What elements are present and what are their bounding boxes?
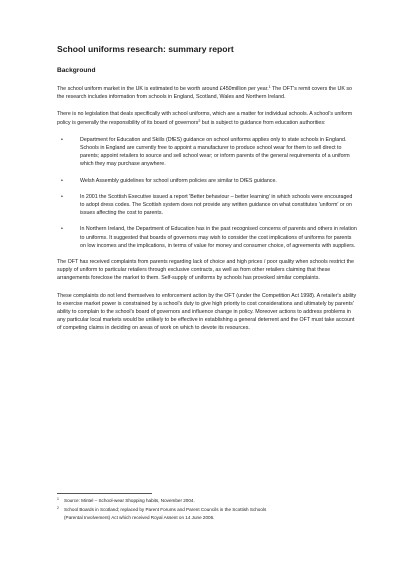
list-item [57,193,357,218]
paragraph-text: The school uniform market in the UK is estimated to be worth around £450million per year. [57,86,269,92]
paragraph-text: The OFT's remit covers the UK so the research includes information from schools in England, Scotland, Wales and Northern Ireland. [57,86,352,101]
list-item-text: In 2001 the Scottish Executive issued a report 'Better behaviour – better learning' in which schools were encouraged to adopt dress codes. The Scottish system does not provide any written guidance on what constitutes 'uniform' or on issues affecting the cost to parents. [80,193,353,217]
list-item-text: Welsh Assembly guidelines for school uniform policies are similar to DfES guidance. [80,177,277,184]
paragraph-enforcement: These complaints do not lend themselves to enforcement action by the OFT (under the Competition Act 1998). A retailer's ability to exercise market power is constrained by a school's duty to give high priority to cost considerations and ultimately by parents' ability to complain to the school's board of governors and influence change in policy. Moreover actions to address problems in any particular local markets would be unlikely to be effective in establishing a general deterrent and the OFT must take account of competing claims in deciding on areas of work on which to devote its resources. [57,292,357,332]
list-item-text: In Northern Ireland, the Department of Education has in the past recognised concerns of parents and others in relation to uniforms. It suggested that boards of governors may wish to consider the cost implications of uniforms for parents on low incomes and the implications, in terms of value for money and consumer choice, of agreements with suppliers. [80,226,357,249]
bullet-icon: • [61,193,63,200]
paragraph-legislation [57,110,357,126]
paragraph-market-size [57,85,357,101]
list-item [57,177,357,185]
footnote-1 [57,497,357,504]
list-item [57,225,357,250]
footnote-number: 1 [57,497,59,501]
paragraph-complaints: The OFT has received complaints from parents regarding lack of choice and high prices / poor quality when schools restrict the supply of uniform to particular retailers through exclusive contracts, as well as from other retailers claiming that these arrangements foreclose the market to them. Self-supply of uniforms by schools has provoked similar complaints. [57,259,354,282]
background-heading: Background [57,67,96,74]
footnote-text: Source: Mintel – School-wear Shopping habits, November 2004. [64,498,195,503]
document-body [57,44,357,342]
footnote-text: School Boards in Scotland; replaced by Parent Forums and Parent Councils in the Scottish Schools [64,507,267,513]
paragraph-text: but is subject to guidance from education authorities: [200,119,326,126]
footnote-ref: 2 [198,118,201,123]
list-item [57,136,357,169]
footnotes [57,493,357,521]
paragraph-text: There is no legislation that deals specifically with school uniforms, which are a matter for individual schools. A school's uniform policy is generally the responsibility of its board of governors [57,111,353,126]
document-title: School uniforms research: summary report [57,44,234,54]
bullet-icon: • [61,177,63,184]
guidance-list [57,136,357,250]
footnote-2 [57,506,357,513]
footnote-number: 2 [57,506,59,511]
bullet-icon: • [61,226,63,233]
bullet-icon: • [61,136,63,143]
footnote-2-continuation: (Parental Involvement) Act which received Royal Assent on 14 June 2006. [64,514,215,520]
list-item-text: Department for Education and Skills (DfES) guidance on school uniforms applies only to state schools in England. Schools in England are currently free to appoint a manufacturer to produce school wear for them to sell direct to parents; appoint retailers to source and sell school wear; or inform parents of the general requirements of a uniform which they may purchase anywhere. [80,136,350,168]
footnote-ref: 1 [268,85,271,89]
footnote-divider [57,493,152,494]
